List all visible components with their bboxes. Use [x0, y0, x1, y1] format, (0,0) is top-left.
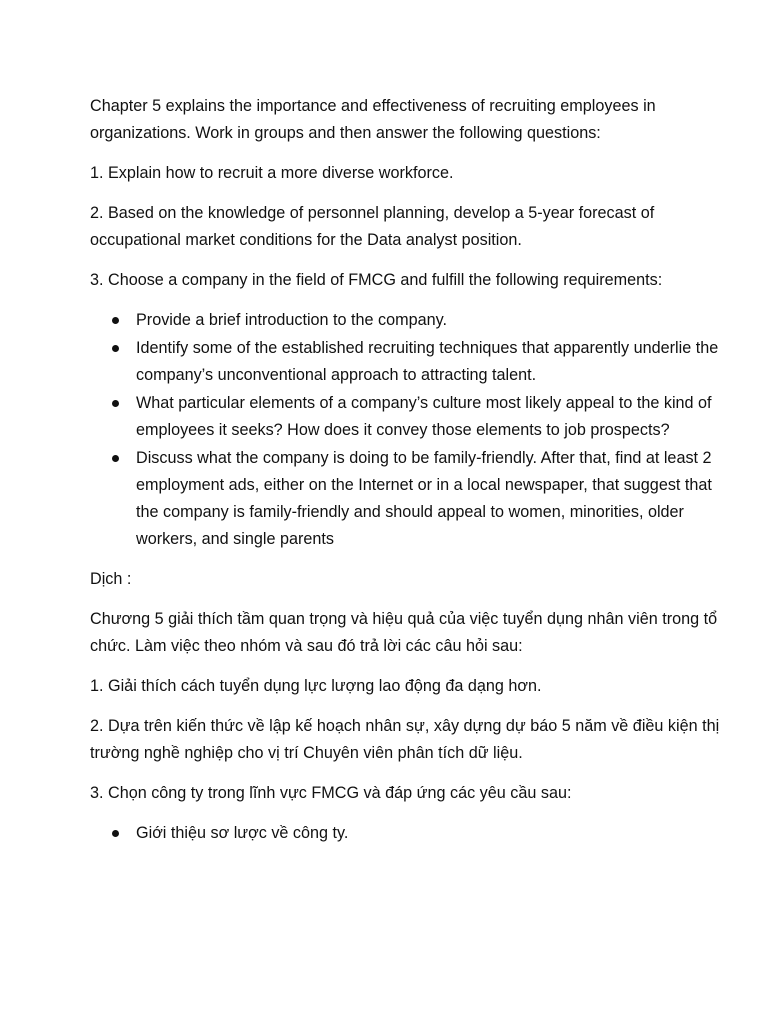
bullet-icon — [112, 830, 119, 837]
translation-label: Dịch : — [90, 570, 132, 588]
list-item — [90, 307, 720, 334]
list-item — [90, 335, 720, 389]
english-question-2: 2. Based on the knowledge of personnel planning, develop a 5-year forecast of occupational market conditions for the Data analyst position. — [90, 204, 655, 249]
list-item-text: Provide a brief introduction to the company. — [136, 311, 448, 329]
list-item — [90, 390, 720, 444]
list-item — [90, 820, 720, 847]
list-item-text: What particular elements of a company’s culture most likely appeal to the kind of employees it seeks? How does it convey those elements to job prospects? — [136, 394, 712, 439]
bullet-icon — [112, 345, 119, 352]
bullet-icon — [112, 400, 119, 407]
vietnamese-question-2: 2. Dựa trên kiến thức về lập kế hoạch nhân sự, xây dựng dự báo 5 năm về điều kiện thị trường nghề nghiệp cho vị trí Chuyên viên phân tích dữ liệu. — [90, 717, 720, 762]
vietnamese-question-1: 1. Giải thích cách tuyển dụng lực lượng lao động đa dạng hơn. — [90, 677, 542, 695]
vietnamese-intro: Chương 5 giải thích tầm quan trọng và hiệu quả của việc tuyển dụng nhân viên trong tổ chức. Làm việc theo nhóm và sau đó trả lời các câu hỏi sau: — [90, 610, 718, 655]
bullet-icon — [112, 455, 119, 462]
english-requirements-list — [90, 307, 720, 553]
list-item-text: Discuss what the company is doing to be family-friendly. After that, find at least 2 employment ads, either on the Internet or in a local newspaper, that suggest that the company is family-friendly and should appeal to women, minorities, older workers, and single parents — [136, 449, 712, 548]
vietnamese-requirements-list — [90, 820, 720, 847]
list-item — [90, 445, 720, 553]
bullet-icon — [112, 317, 119, 324]
english-question-3: 3. Choose a company in the field of FMCG and fulfill the following requirements: — [90, 271, 663, 289]
document-page — [90, 93, 720, 860]
english-question-1: 1. Explain how to recruit a more diverse workforce. — [90, 164, 454, 182]
vietnamese-question-3: 3. Chọn công ty trong lĩnh vực FMCG và đáp ứng các yêu cầu sau: — [90, 784, 572, 802]
list-item-text: Giới thiệu sơ lược về công ty. — [136, 824, 349, 842]
list-item-text: Identify some of the established recruiting techniques that apparently underlie the company’s unconventional approach to attracting talent. — [136, 339, 719, 384]
english-intro: Chapter 5 explains the importance and effectiveness of recruiting employees in organizations. Work in groups and then answer the following questions: — [90, 97, 656, 142]
